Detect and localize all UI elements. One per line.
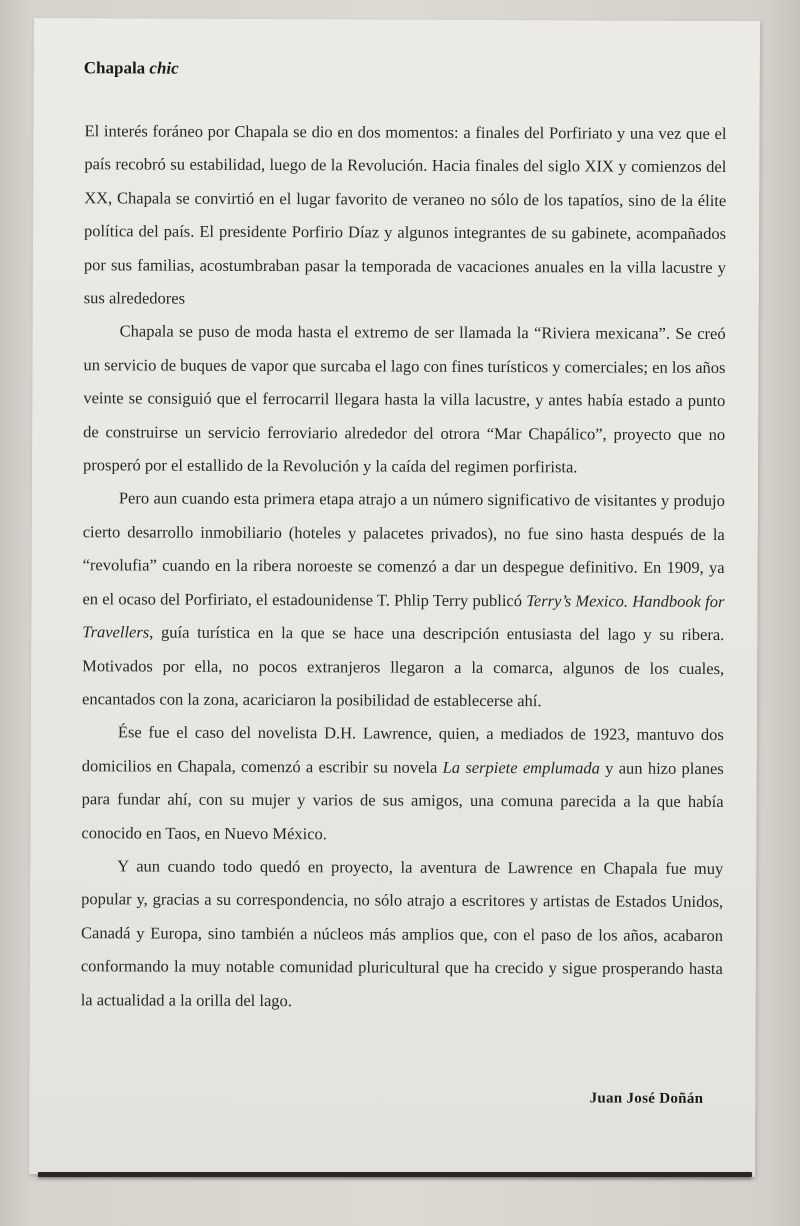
paragraph-3-text-b: , guía turística en la que se hace una descripción entusiasta del lago y su ribera. Motivados por ella, no pocos extranjeros llegaron a la comarca, algunos de los cuales, encantados con la zona, acariciaron la posibilidad de establecerse ahí. [81, 622, 725, 711]
title-main: Chapala [83, 58, 146, 78]
paragraph-1-text: El interés foráneo por Chapala se dio en dos momentos: a finales del Porfiriato y una vez que el país recobró su estabilidad, luego de la Revolución. Hacia finales del siglo XIX y comienzos del XX, Chapala se convirtió en el lugar favorito de veraneo no sólo de los tapatíos, sino de la élite política del país. El presidente Porfirio Díaz y algunos integrantes de su gabinete, acompañados por sus familias, acostumbraban pasar la temporada de vacaciones anuales en la villa lacustre y sus alrededores [83, 121, 727, 308]
paragraph-3-text-a: Pero aun cuando esta primera etapa atrajo a un número significativo de visitantes y produjo cierto desarrollo inmobiliario (hoteles y palacetes privados), no fue sino hasta después de la “revolufia” cuando en la ribera noroeste se comenzó a dar un despegue definitivo. En 1909, ya en el ocaso del Porfiriato, el estadounidense T. Phlip Terry publicó [82, 488, 725, 610]
title-subtitle: chic [149, 58, 179, 78]
paragraph-2-text: Chapala se puso de moda hasta el extremo de ser llamada la “Riviera mexicana”. Se creó un servicio de buques de vapor que surcaba el lago con fines turísticos y comerciales; en los años veinte se consiguió que el ferrocarril llegara hasta la villa lacustre, y antes había estado a punto de construirse un servicio ferroviario alrededor del otrora “Mar Chapálico”, proyecto que no prosperó por el estallido de la Revolución y la caída del regimen porfirista. [83, 321, 726, 477]
book-title-serpiente: La serpiete emplumada [442, 757, 600, 778]
book-title-terrys-mexico: Terry’s Mexico. Handbook for Travellers [82, 590, 725, 642]
paragraph-1 [84, 114, 727, 317]
paragraph-2 [83, 315, 726, 485]
paragraph-4 [81, 716, 724, 852]
author-signature: Juan José Doñán [589, 1090, 704, 1107]
paragraph-4-text-a: Ése fue el caso del novelista D.H. Lawrence, quien, a mediados de 1923, mantuvo dos domicilios en Chapala, comenzó a escribir su novela [81, 722, 724, 777]
paragraph-3 [82, 482, 725, 719]
mounting-edge [38, 1172, 752, 1177]
printed-sheet [29, 18, 760, 1177]
paragraph-5-text: Y aun cuando todo quedó en proyecto, la aventura de Lawrence en Chapala fue muy popular y, gracias a su correspondencia, no sólo atrajo a escritores y artistas de Estados Unidos, Canadá y Europa, sino también a núcleos más amplios que, con el paso de los años, acabaron conformando la muy notable comunidad pluricultural que ha crecido y sigue prosperando hasta la actualidad a la orilla del lago. [80, 856, 724, 1010]
document-title [84, 58, 179, 78]
paragraph-5 [81, 849, 724, 1019]
paragraph-4-text-b: y aun hizo planes para fundar ahí, con su mujer y varios de sus amigos, una comuna parecida a la que había conocido en Taos, en Nuevo México. [81, 758, 724, 843]
document-body [81, 114, 727, 1019]
